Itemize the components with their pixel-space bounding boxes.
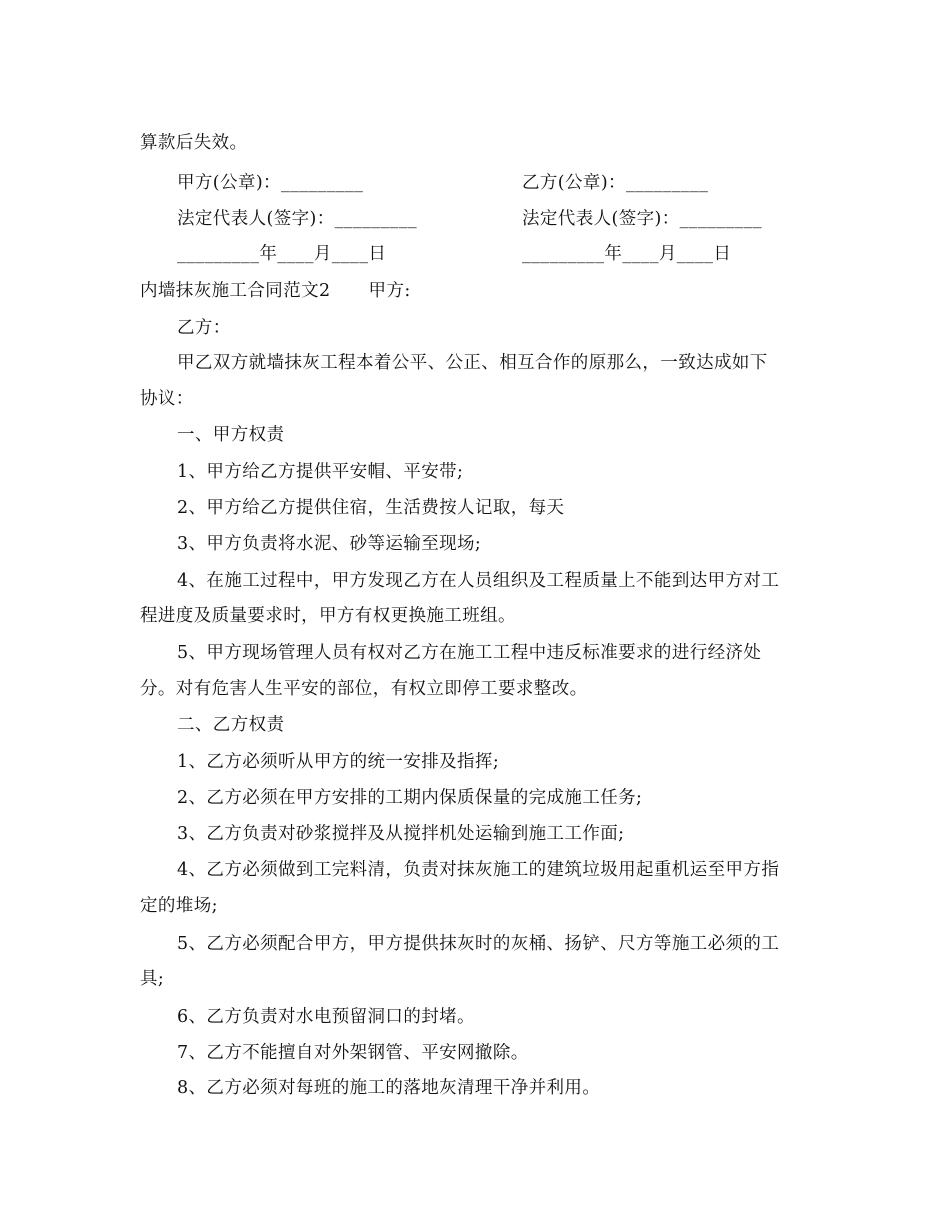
section-heading-party-b: 二、乙方权责 bbox=[177, 715, 285, 735]
list-item: 5、乙方必须配合甲方，甲方提供抹灰时的灰桶、扬铲、尺方等施工必须的工 bbox=[177, 934, 780, 954]
party-b-representative: 法定代表人(签字)：_________ bbox=[522, 209, 763, 229]
party-a-representative: 法定代表人(签字)：_________ bbox=[177, 209, 418, 229]
list-item: 3、乙方负责对砂浆搅拌及从搅拌机处运输到施工工作面; bbox=[177, 824, 625, 844]
party-a-date: _________年____月____日 bbox=[177, 244, 387, 264]
list-item: 3、甲方负责将水泥、砂等运输至现场; bbox=[177, 534, 482, 554]
list-item: 5、甲方现场管理人员有权对乙方在施工工程中违反标准要求的进行经济处 bbox=[177, 643, 762, 663]
list-item: 1、甲方给乙方提供平安帽、平安带; bbox=[177, 462, 464, 482]
list-item-continuation: 具; bbox=[140, 969, 165, 989]
contract-title: 内墙抹灰施工合同范文2 bbox=[140, 281, 331, 301]
list-item: 4、在施工过程中，甲方发现乙方在人员组织及工程质量上不能到达甲方对工 bbox=[177, 571, 780, 591]
list-item: 2、乙方必须在甲方安排的工期内保质保量的完成施工任务; bbox=[177, 788, 643, 808]
intro-paragraph-line1: 甲乙双方就墙抹灰工程本着公平、公正、相互合作的原那么，一致达成如下 bbox=[177, 353, 768, 373]
list-item: 2、甲方给乙方提供住宿，生活费按人记取，每天 bbox=[177, 498, 565, 518]
party-b-seal: 乙方(公章)：_________ bbox=[522, 173, 709, 193]
intro-paragraph-line2: 协议： bbox=[140, 389, 194, 409]
list-item-continuation: 定的堆场; bbox=[140, 896, 218, 916]
section-heading-party-a: 一、甲方权责 bbox=[177, 425, 285, 445]
list-item: 7、乙方不能擅自对外架钢管、平安网撤除。 bbox=[177, 1043, 529, 1063]
party-a-seal: 甲方(公章)：_________ bbox=[177, 173, 364, 193]
list-item: 6、乙方负责对水电预留洞口的封堵。 bbox=[177, 1007, 475, 1027]
list-item: 1、乙方必须听从甲方的统一安排及指挥; bbox=[177, 752, 500, 772]
party-b-label: 乙方： bbox=[177, 318, 231, 338]
contract-title-row bbox=[140, 279, 411, 303]
party-a-label: 甲方: bbox=[368, 281, 411, 301]
list-item-continuation: 程进度及质量要求时，甲方有权更换施工班组。 bbox=[140, 606, 516, 626]
continuation-text: 算款后失效。 bbox=[140, 133, 248, 153]
list-item-continuation: 分。对有危害人生平安的部位，有权立即停工要求整改。 bbox=[140, 679, 588, 699]
list-item: 8、乙方必须对每班的施工的落地灰清理干净并利用。 bbox=[177, 1078, 601, 1098]
list-item: 4、乙方必须做到工完料清，负责对抹灰施工的建筑垃圾用起重机运至甲方指 bbox=[177, 860, 780, 880]
party-b-date: _________年____月____日 bbox=[522, 244, 732, 264]
